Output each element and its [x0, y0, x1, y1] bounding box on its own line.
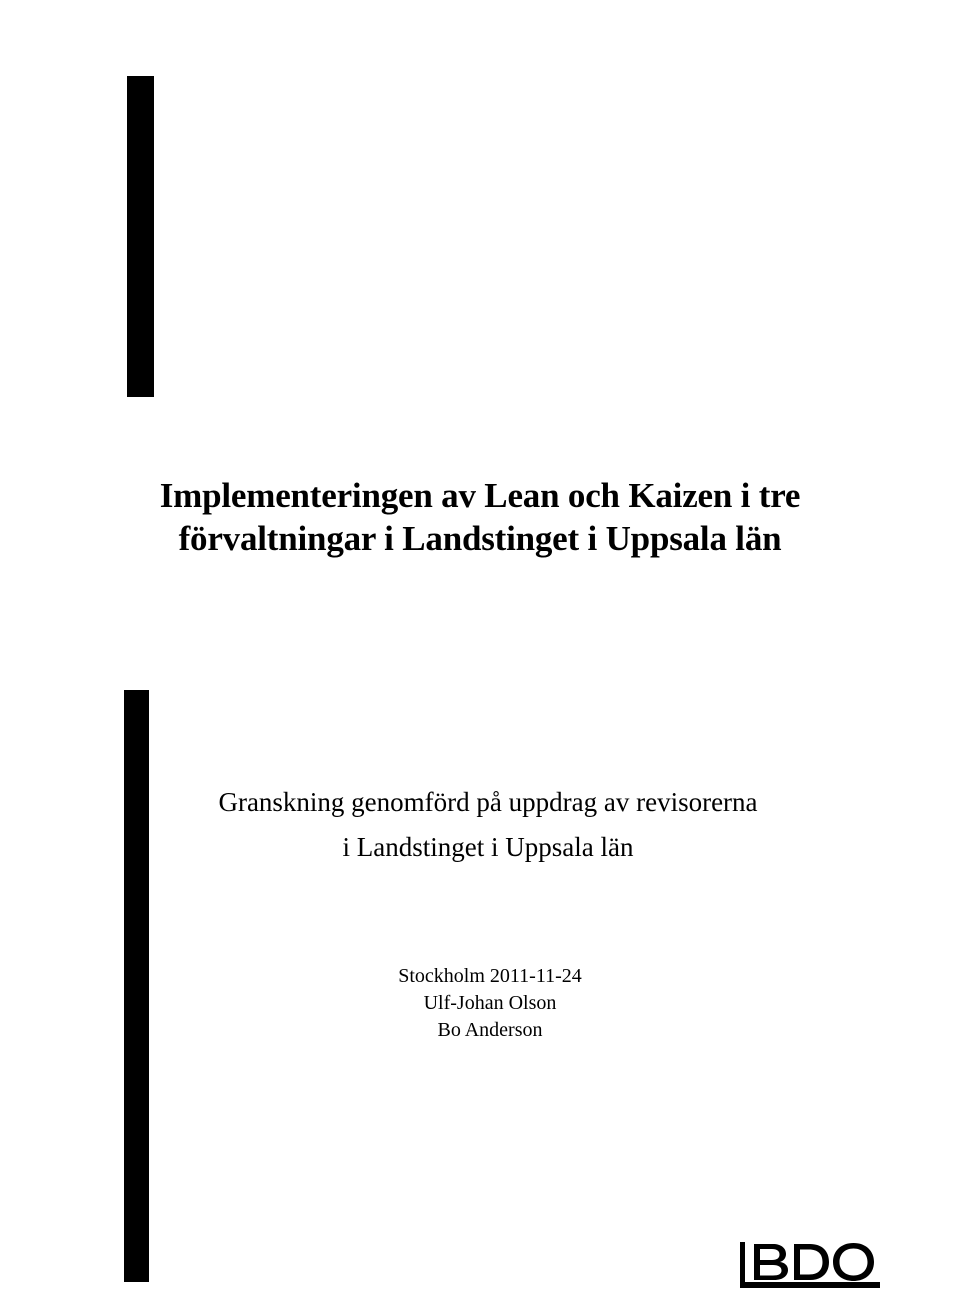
document-title — [0, 474, 960, 560]
author-1: Ulf-Johan Olson — [423, 992, 557, 1014]
decorative-bar-top — [127, 76, 154, 397]
bdo-logo — [732, 1234, 880, 1290]
document-meta — [0, 963, 960, 1044]
title-line-1: Implementeringen av Lean och Kaizen i tre — [159, 476, 801, 515]
document-subtitle — [162, 780, 814, 870]
subtitle-line-2: i Landstinget i Uppsala län — [342, 832, 634, 862]
place-date: Stockholm 2011-11-24 — [398, 965, 582, 987]
subtitle-line-1: Granskning genomförd på uppdrag av revisorerna — [218, 787, 758, 817]
author-2: Bo Anderson — [437, 1019, 543, 1041]
title-line-2: förvaltningar i Landstinget i Uppsala län — [178, 519, 782, 558]
